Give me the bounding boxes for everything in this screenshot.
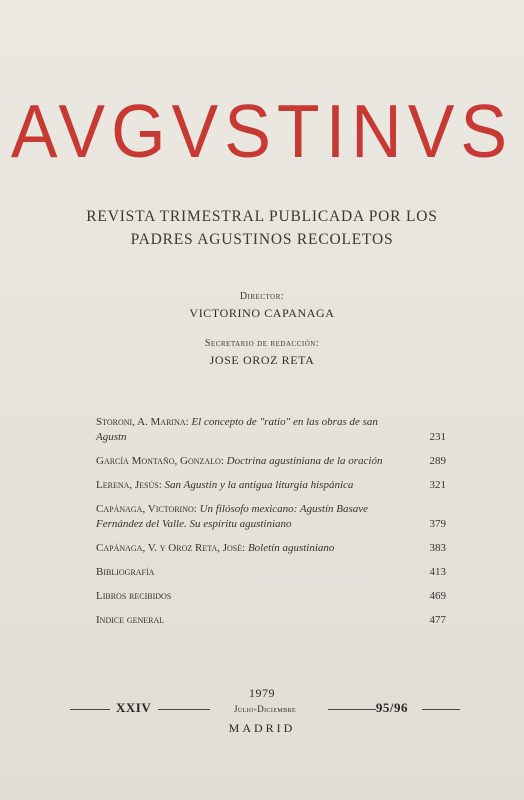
toc-author: Lerena, Jesús: bbox=[96, 479, 162, 491]
publication-city: MADRID bbox=[228, 721, 296, 735]
volume-number: XXIV bbox=[116, 700, 152, 715]
journal-subtitle bbox=[0, 205, 524, 251]
director-name: VICTORINO CAPANAGA bbox=[189, 306, 335, 320]
toc-entry bbox=[96, 565, 446, 580]
toc-page: 383 bbox=[429, 542, 446, 554]
secretary-name: JOSE OROZ RETA bbox=[209, 353, 315, 367]
toc-title: San Agustin y la antigua liturgia hispánica bbox=[164, 479, 354, 491]
toc-page: 413 bbox=[429, 566, 446, 578]
toc-title: Boletín agustiniano bbox=[247, 542, 335, 554]
toc-section: Indice general bbox=[96, 614, 165, 626]
toc-title: Doctrina agustiniana de la oración bbox=[226, 455, 383, 467]
publication-year: 1979 bbox=[249, 686, 275, 700]
toc-entry bbox=[96, 502, 446, 532]
toc-section: Libros recibidos bbox=[96, 590, 172, 602]
toc-author: Storoni, A. Marina: bbox=[96, 416, 189, 428]
right-rule-outer bbox=[422, 709, 460, 710]
toc-author: Capánaga, Victorino: bbox=[96, 503, 197, 515]
issue-footer bbox=[70, 700, 460, 720]
toc-page: 231 bbox=[429, 431, 446, 443]
toc-author: Capánaga, V. y Oroz Reta, José: bbox=[96, 542, 246, 554]
toc-entry bbox=[96, 541, 446, 556]
secretary-label: Secretario de redacción: bbox=[204, 338, 320, 349]
toc-entry bbox=[96, 613, 446, 628]
toc-entry bbox=[96, 454, 446, 469]
toc-title: El concepto de "ratio" en las obras de san Agustn bbox=[96, 416, 378, 443]
toc-section: Bibliografía bbox=[96, 566, 155, 578]
toc-page: 321 bbox=[429, 479, 446, 491]
toc-page: 379 bbox=[429, 518, 446, 530]
subtitle-line-2: PADRES AGUSTINOS RECOLETOS bbox=[130, 231, 394, 248]
toc-title: Un filósofo mexicano: Agustín Basave Fernández del Valle. Su espíritu agustiniano bbox=[96, 503, 369, 530]
toc-entry bbox=[96, 478, 446, 493]
issue-number: 95/96 bbox=[375, 700, 408, 715]
right-rule-inner bbox=[328, 709, 376, 710]
toc-page: 469 bbox=[429, 590, 446, 602]
subtitle-line-1: REVISTA TRIMESTRAL PUBLICADA POR LOS bbox=[86, 208, 438, 225]
toc-author: García Montaño, Gonzalo: bbox=[96, 455, 224, 467]
director-block bbox=[0, 291, 524, 321]
secretary-block bbox=[0, 338, 524, 368]
toc-page: 289 bbox=[429, 455, 446, 467]
journal-title: AVGVSTINVS bbox=[10, 88, 514, 174]
publication-period: Julio-Diciembre bbox=[234, 704, 296, 714]
director-label: Director: bbox=[239, 291, 285, 302]
toc-entry bbox=[96, 589, 446, 604]
toc-page: 477 bbox=[429, 614, 446, 626]
toc-entry bbox=[96, 415, 446, 445]
table-of-contents bbox=[96, 415, 446, 637]
